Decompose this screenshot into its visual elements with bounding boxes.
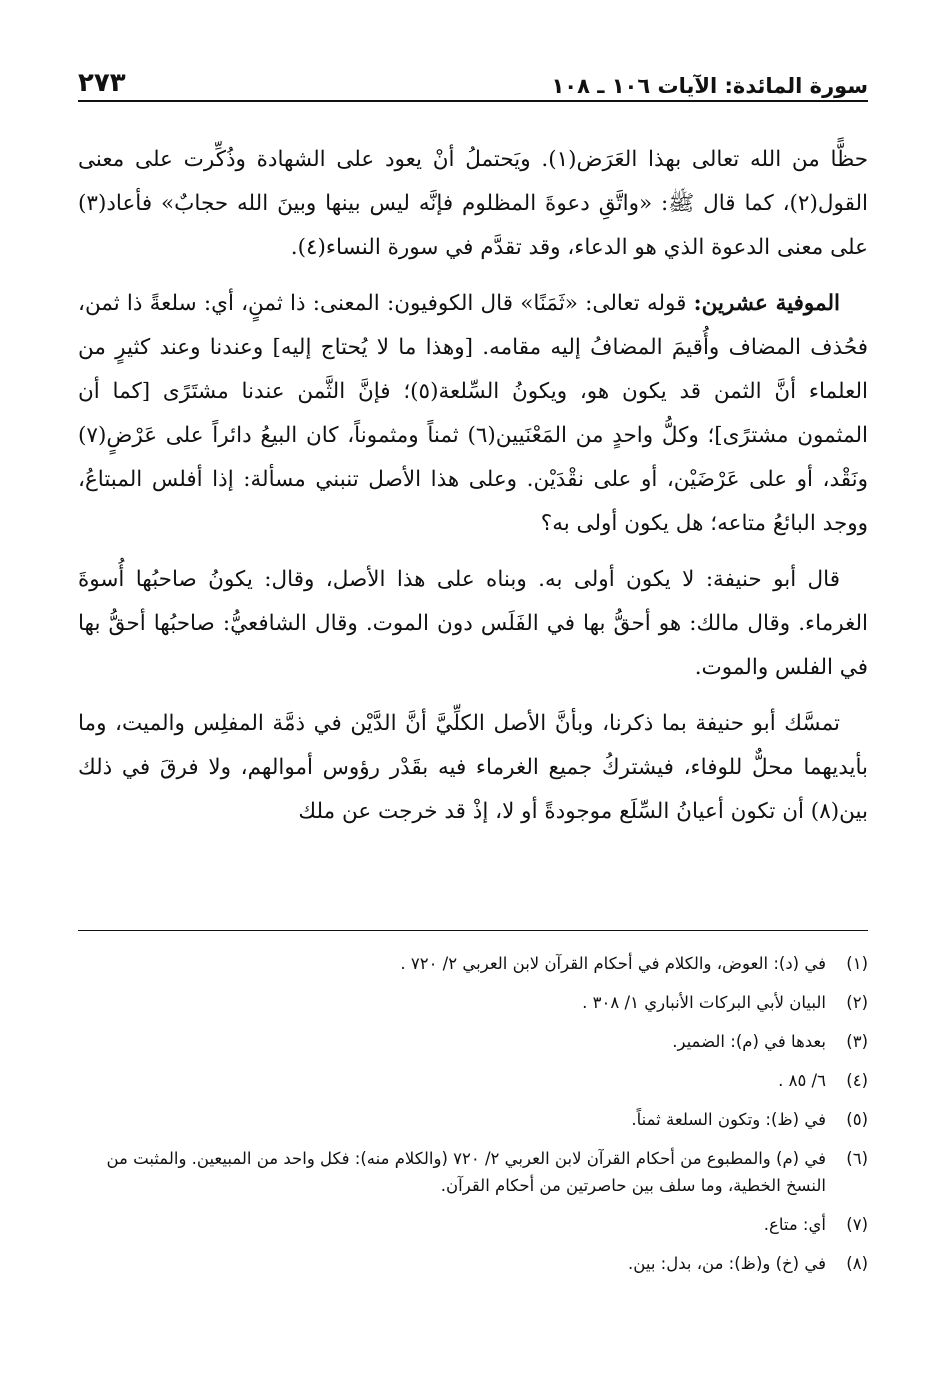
paragraph-text: قال أبو حنيفة: لا يكون أولى به. وبناه على هذا الأصل، وقال: يكونُ صاحبُها أُسوةَ الغرماء. وقال مالك: هو أحقُّ بها في الفَلَس دون الموت. وقال الشافعيُّ: صاحبُها أحقُّ بها في الفلس والموت.	[78, 567, 868, 680]
footnote-number: (١)	[846, 954, 868, 973]
footnote	[78, 1106, 868, 1133]
footnote	[78, 1145, 868, 1199]
paragraph	[78, 138, 868, 270]
footnote-text: بعدها في (م): الضمير.	[672, 1032, 826, 1051]
section-lead: الموفية عشرين:	[693, 291, 840, 316]
paragraph	[78, 702, 868, 834]
paragraph-text: حظًّا من الله تعالى بهذا العَرَض(١). ويَحتملُ أنْ يعود على الشهادة وذُكِّرت على معنى القول(٢)، كما قال ﷺ: «واتَّقِ دعوةَ المظلوم فإنَّه ليس بينها وبينَ الله حجابٌ» فأعاد(٣) على معنى الدعوة الذي هو الدعاء، وقد تقدَّم في سورة النساء(٤).	[78, 147, 869, 260]
footnote-number: (٨)	[846, 1254, 868, 1273]
footnote-text: ٦/ ٨٥ .	[778, 1071, 826, 1090]
footnote-text: أي: متاع.	[763, 1215, 826, 1234]
paragraph	[78, 558, 868, 690]
footnote-divider	[78, 930, 868, 931]
footnote-text: في (د): العوض، والكلام في أحكام القرآن لابن العربي ٢/ ٧٢٠ .	[400, 954, 826, 973]
footnote-text: البيان لأبي البركات الأنباري ١/ ٣٠٨ .	[582, 993, 826, 1012]
footnote-number: (٤)	[846, 1071, 868, 1090]
main-text	[78, 138, 868, 846]
paragraph	[78, 282, 868, 546]
footnote-text: في (ظ): وتكون السلعة ثمناً.	[631, 1110, 826, 1129]
page-header	[78, 58, 868, 98]
footnote	[78, 989, 868, 1016]
header-divider	[78, 100, 868, 102]
footnote-text: في (م) والمطبوع من أحكام القرآن لابن العربي ٢/ ٧٢٠ (والكلام منه): فكل واحد من المبيعين. والمثبت من النسخ الخطية، وما سلف بين حاصرتين من أحكام القرآن.	[106, 1149, 826, 1195]
footnote-number: (٥)	[846, 1110, 868, 1129]
footnote-number: (٣)	[846, 1032, 868, 1051]
footnote	[78, 950, 868, 977]
footnote	[78, 1028, 868, 1055]
footnote	[78, 1211, 868, 1238]
footnote-number: (٢)	[846, 993, 868, 1012]
page-number: ٢٧٣	[78, 68, 126, 98]
paragraph-text: تمسَّك أبو حنيفة بما ذكرنا، وبأنَّ الأصل الكلِّيَّ أنَّ الدَّيْن في ذمَّة المفلِس والميت، وما بأيديهما محلٌّ للوفاء، فيشتركُ جميع الغرماء فيه بقَدْر رؤوس أموالهم، ولا فرقَ في ذلك بين(٨) أن تكون أعيانُ السِّلَع موجودةً أو لا، إذْ قد خرجت عن ملك	[78, 711, 868, 824]
footnote-number: (٦)	[846, 1149, 868, 1168]
paragraph-text: قوله تعالى: «ثَمَنًا» قال الكوفيون: المعنى: ذا ثمنٍ، أي: سلعةً ذا ثمن، فحُذف المضاف وأُقيمَ المضافُ إليه مقامه. [وهذا ما لا يُحتاج إليه] وعندنا وعند كثيرٍ من العلماء أنَّ الثمن قد يكون هو، ويكونُ السِّلعة(٥)؛ فإنَّ الثَّمن عندنا مشتَرًى [كما أن المثمون مشترًى]؛ وكلُّ واحدٍ من المَعْنَيين(٦) ثمناً ومثموناً، كان البيعُ دائراً على عَرْضٍ(٧) ونَقْد، أو على عَرْضَيْن، أو على نقْدَيْن. وعلى هذا الأصل تنبني مسألة: إذا أفلس المبتاعُ، ووجد البائعُ متاعه؛ هل يكون أولى به؟	[78, 291, 869, 536]
footnotes	[78, 950, 868, 1289]
running-title: سورة المائدة: الآيات ١٠٦ ـ ١٠٨	[551, 74, 868, 98]
footnote	[78, 1250, 868, 1277]
footnote-number: (٧)	[846, 1215, 868, 1234]
footnote	[78, 1067, 868, 1094]
footnote-text: في (خ) و(ظ): من، بدل: بين.	[628, 1254, 826, 1273]
